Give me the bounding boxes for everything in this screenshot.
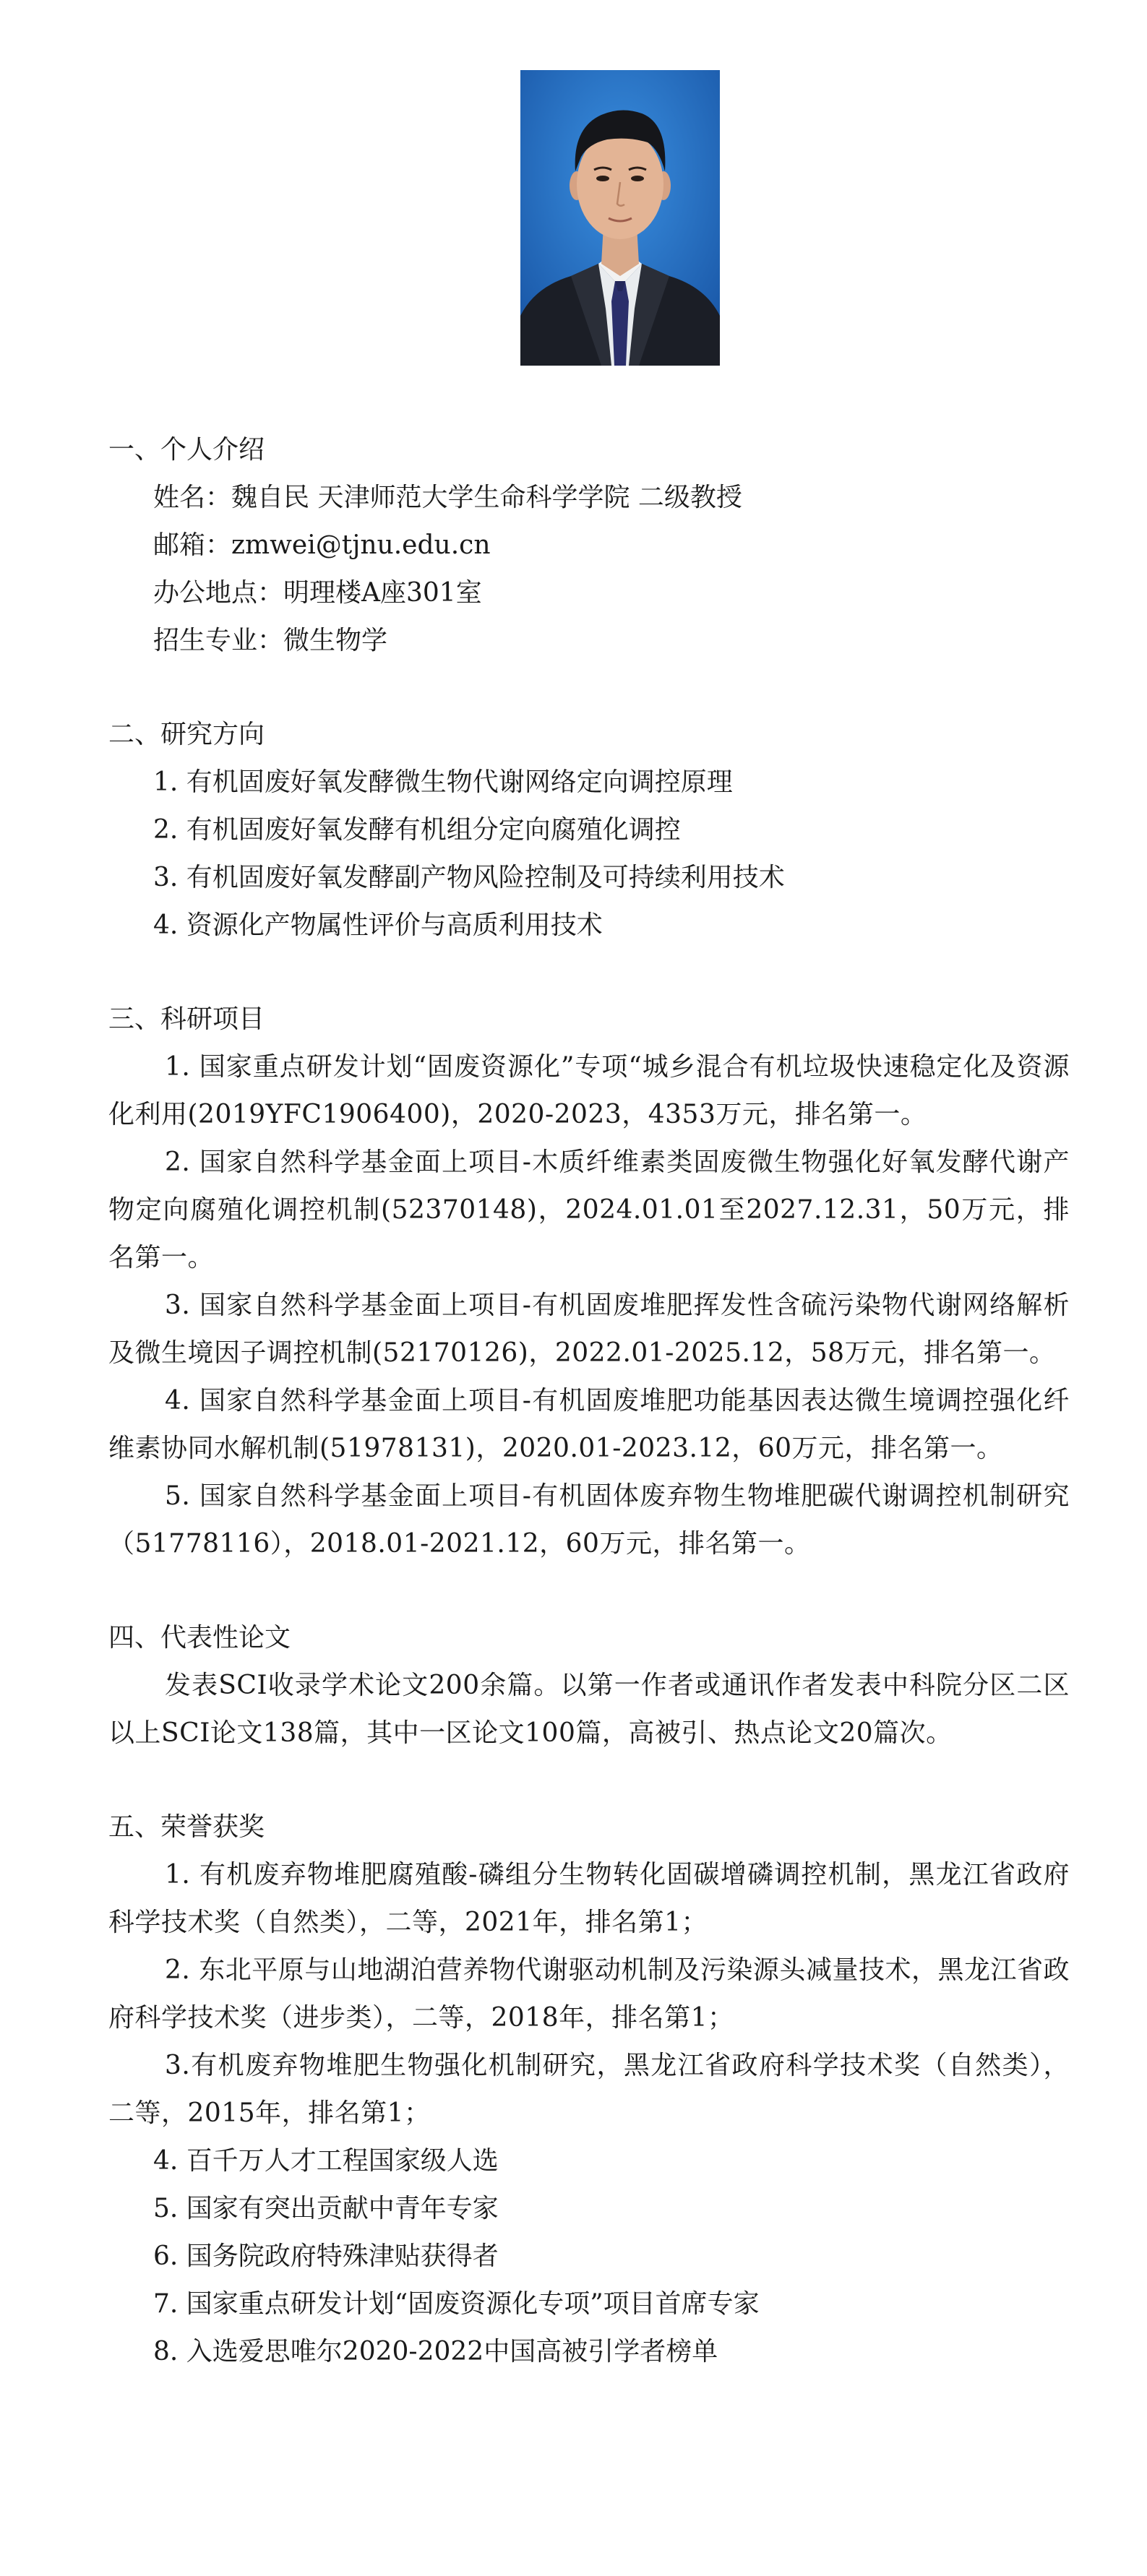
project-item: 1. 国家重点研发计划“固废资源化”专项“城乡混合有机垃圾快速稳定化及资源化利用(2019YFC1906400)，2020-2023，4353万元，排名第一。 [108, 1052, 1070, 1129]
section-heading: 二、研究方向 [108, 720, 265, 749]
research-item: 4. 资源化产物属性评价与高质利用技术 [153, 910, 603, 940]
project-item: 4. 国家自然科学基金面上项目-有机固废堆肥功能基因表达微生境调控强化纤维素协同水解机制(51978131)，2020.01-2023.12，60万元，排名第一。 [108, 1386, 1070, 1463]
section-heading: 五、荣誉获奖 [108, 1812, 265, 1842]
award-item: 1. 有机废弃物堆肥腐殖酸-磷组分生物转化固碳增磷调控机制，黑龙江省政府科学技术奖（自然类），二等，2021年，排名第1； [108, 1860, 1070, 1937]
portrait-illustration [520, 70, 720, 366]
intro-email: 邮箱：zmwei@tjnu.edu.cn [153, 530, 491, 560]
project-item: 2. 国家自然科学基金面上项目-木质纤维素类固废微生物强化好氧发酵代谢产物定向腐殖化调控机制(52370148)，2024.01.01至2027.12.31，50万元，排名第一。 [108, 1147, 1070, 1272]
research-item: 2. 有机固废好氧发酵有机组分定向腐殖化调控 [153, 815, 681, 845]
section-intro [108, 426, 1070, 665]
section-awards [108, 1804, 1070, 2376]
profile-document [108, 426, 1070, 2422]
portrait-photo [520, 70, 720, 366]
section-research [108, 711, 1070, 949]
award-item: 8. 入选爱思唯尔2020-2022中国高被引学者榜单 [153, 2337, 718, 2366]
section-projects [108, 996, 1070, 1568]
award-item: 4. 百千万人才工程国家级人选 [153, 2146, 499, 2176]
papers-text: 发表SCI收录学术论文200余篇。以第一作者或通讯作者发表中科院分区二区以上SCI论文138篇，其中一区论文100篇，高被引、热点论文20篇次。 [108, 1671, 1070, 1748]
research-item: 3. 有机固废好氧发酵副产物风险控制及可持续利用技术 [153, 863, 785, 892]
award-item: 5. 国家有突出贡献中青年专家 [153, 2194, 499, 2223]
award-item: 6. 国务院政府特殊津贴获得者 [153, 2241, 499, 2271]
project-item: 5. 国家自然科学基金面上项目-有机固体废弃物生物堆肥碳代谢调控机制研究（51778116），2018.01-2021.12，60万元，排名第一。 [108, 1481, 1070, 1559]
intro-name: 姓名：魏自民 天津师范大学生命科学学院 二级教授 [153, 483, 742, 512]
section-heading: 一、个人介绍 [108, 435, 265, 465]
intro-office: 办公地点：明理楼A座301室 [153, 578, 482, 608]
award-item: 7. 国家重点研发计划“固废资源化专项”项目首席专家 [153, 2289, 760, 2319]
award-item: 2. 东北平原与山地湖泊营养物代谢驱动机制及污染源头减量技术，黑龙江省政府科学技术奖（进步类），二等，2018年，排名第1； [108, 1955, 1070, 2033]
award-item: 3.有机废弃物堆肥生物强化机制研究，黑龙江省政府科学技术奖（自然类），二等，2015年，排名第1； [108, 2051, 1070, 2128]
research-item: 1. 有机固废好氧发酵微生物代谢网络定向调控原理 [153, 767, 733, 797]
section-papers [108, 1614, 1070, 1757]
project-item: 3. 国家自然科学基金面上项目-有机固废堆肥挥发性含硫污染物代谢网络解析及微生境因子调控机制(52170126)，2022.01-2025.12，58万元，排名第一。 [108, 1291, 1070, 1368]
section-heading: 四、代表性论文 [108, 1623, 291, 1653]
intro-major: 招生专业：微生物学 [153, 626, 388, 655]
section-heading: 三、科研项目 [108, 1004, 265, 1034]
